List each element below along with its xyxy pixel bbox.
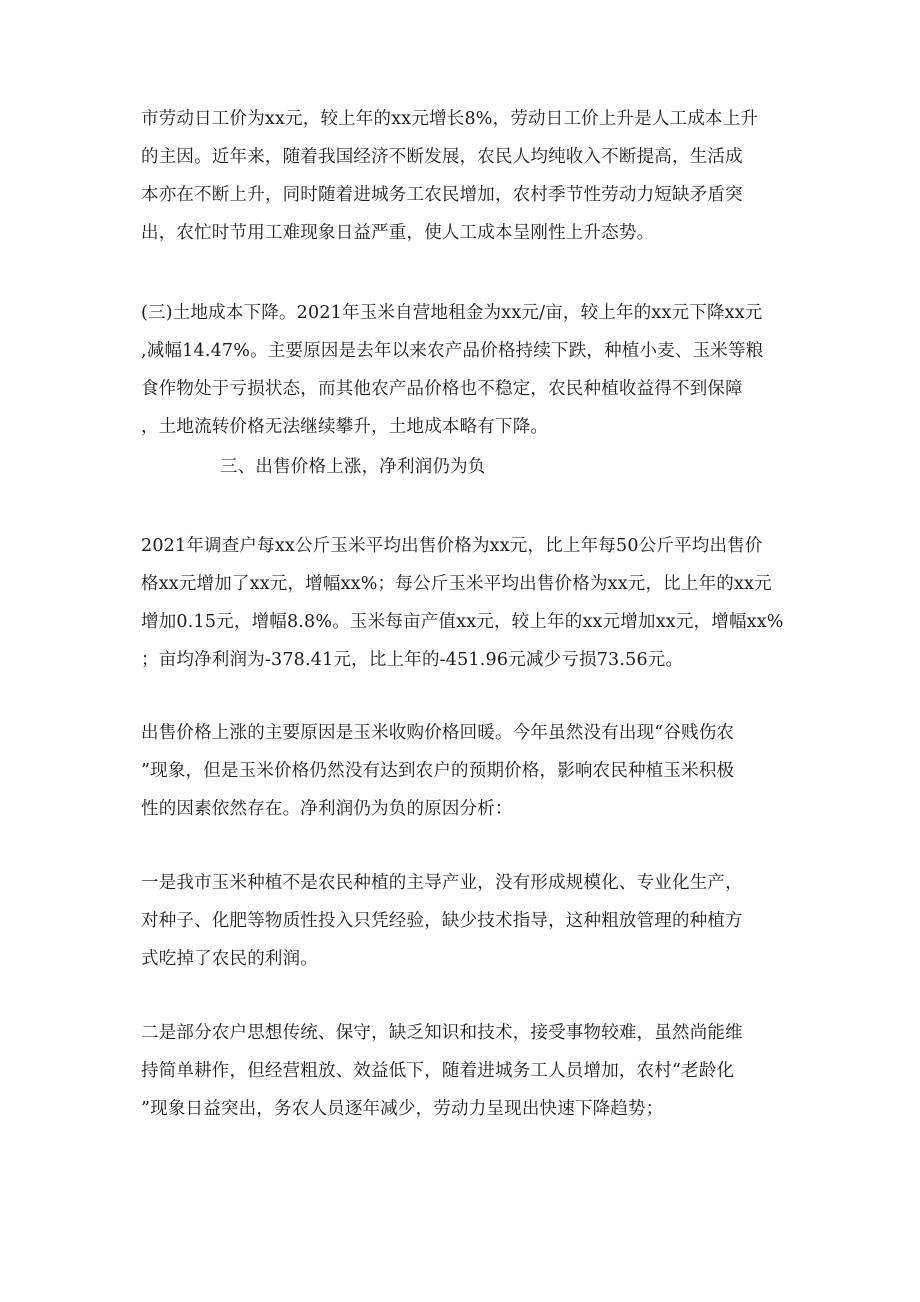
paragraph-price-reason — [141, 714, 781, 828]
text-line: ”现象，但是玉米价格仍然没有达到农户的预期价格，影响农民种植玉米积极 — [141, 761, 735, 781]
section-heading: 三、出售价格上涨，净利润仍为负 — [220, 457, 486, 477]
text-line: 格xx元增加了xx元，增幅xx%；每公斤玉米平均出售价格为xx元，比上年的xx元 — [141, 574, 772, 594]
paragraph-land-cost — [141, 294, 781, 446]
text-line: 二是部分农户思想传统、保守，缺乏知识和技术，接受事物较难，虽然尚能维 — [141, 1023, 743, 1043]
text-line: (三)土地成本下降。2021年玉米自营地租金为xx元/亩，较上年的xx元下降xx元 — [141, 303, 763, 323]
text-line: 一是我市玉米种植不是农民种植的主导产业，没有形成规模化、专业化生产， — [141, 873, 743, 893]
text-line: ，土地流转价格无法继续攀升，土地成本略有下降。 — [141, 417, 549, 437]
text-line: 出售价格上涨的主要原因是玉米收购价格回暖。今年虽然没有出现“谷贱伤农 — [141, 723, 735, 743]
paragraph-reason-two — [141, 1014, 781, 1128]
text-line: 增加0.15元，增幅8.8%。玉米每亩产值xx元，较上年的xx元增加xx元，增幅xx% — [141, 612, 784, 632]
text-line: 出，农忙时节用工难现象日益严重，使人工成本呈刚性上升态势。 — [141, 223, 655, 243]
text-line: 市劳动日工价为xx元，较上年的xx元增长8%，劳动日工价上升是人工成本上升 — [141, 109, 759, 129]
text-line: 食作物处于亏损状态，而其他农产品价格也不稳定，农民种植收益得不到保障 — [141, 379, 743, 399]
text-line: ；亩均净利润为-378.41元，比上年的-451.96元减少亏损73.56元。 — [141, 650, 684, 670]
text-line: ,减幅14.47%。主要原因是去年以来农产品价格持续下跌，种植小麦、玉米等粮 — [141, 341, 764, 361]
paragraph-sale-price — [141, 527, 784, 679]
text-line: 2021年调查户每xx公斤玉米平均出售价格为xx元，比上年每50公斤平均出售价 — [141, 536, 763, 556]
text-line: 本亦在不断上升，同时随着进城务工农民增加，农村季节性劳动力短缺矛盾突 — [141, 185, 743, 205]
text-line: 性的因素依然存在。净利润仍为负的原因分析： — [141, 799, 513, 819]
paragraph-labor-cost — [141, 100, 781, 252]
text-line: 式吃掉了农民的利润。 — [141, 949, 318, 969]
text-line: ”现象日益突出，务农人员逐年减少，劳动力呈现出快速下降趋势； — [141, 1099, 664, 1119]
paragraph-reason-one — [141, 864, 781, 978]
text-line: 的主因。近年来，随着我国经济不断发展，农民人均纯收入不断提高，生活成 — [141, 147, 743, 167]
text-line: 持简单耕作，但经营粗放、效益低下，随着进城务工人员增加，农村“老龄化 — [141, 1061, 735, 1081]
text-line: 对种子、化肥等物质性投入只凭经验，缺少技术指导，这种粗放管理的种植方 — [141, 911, 743, 931]
